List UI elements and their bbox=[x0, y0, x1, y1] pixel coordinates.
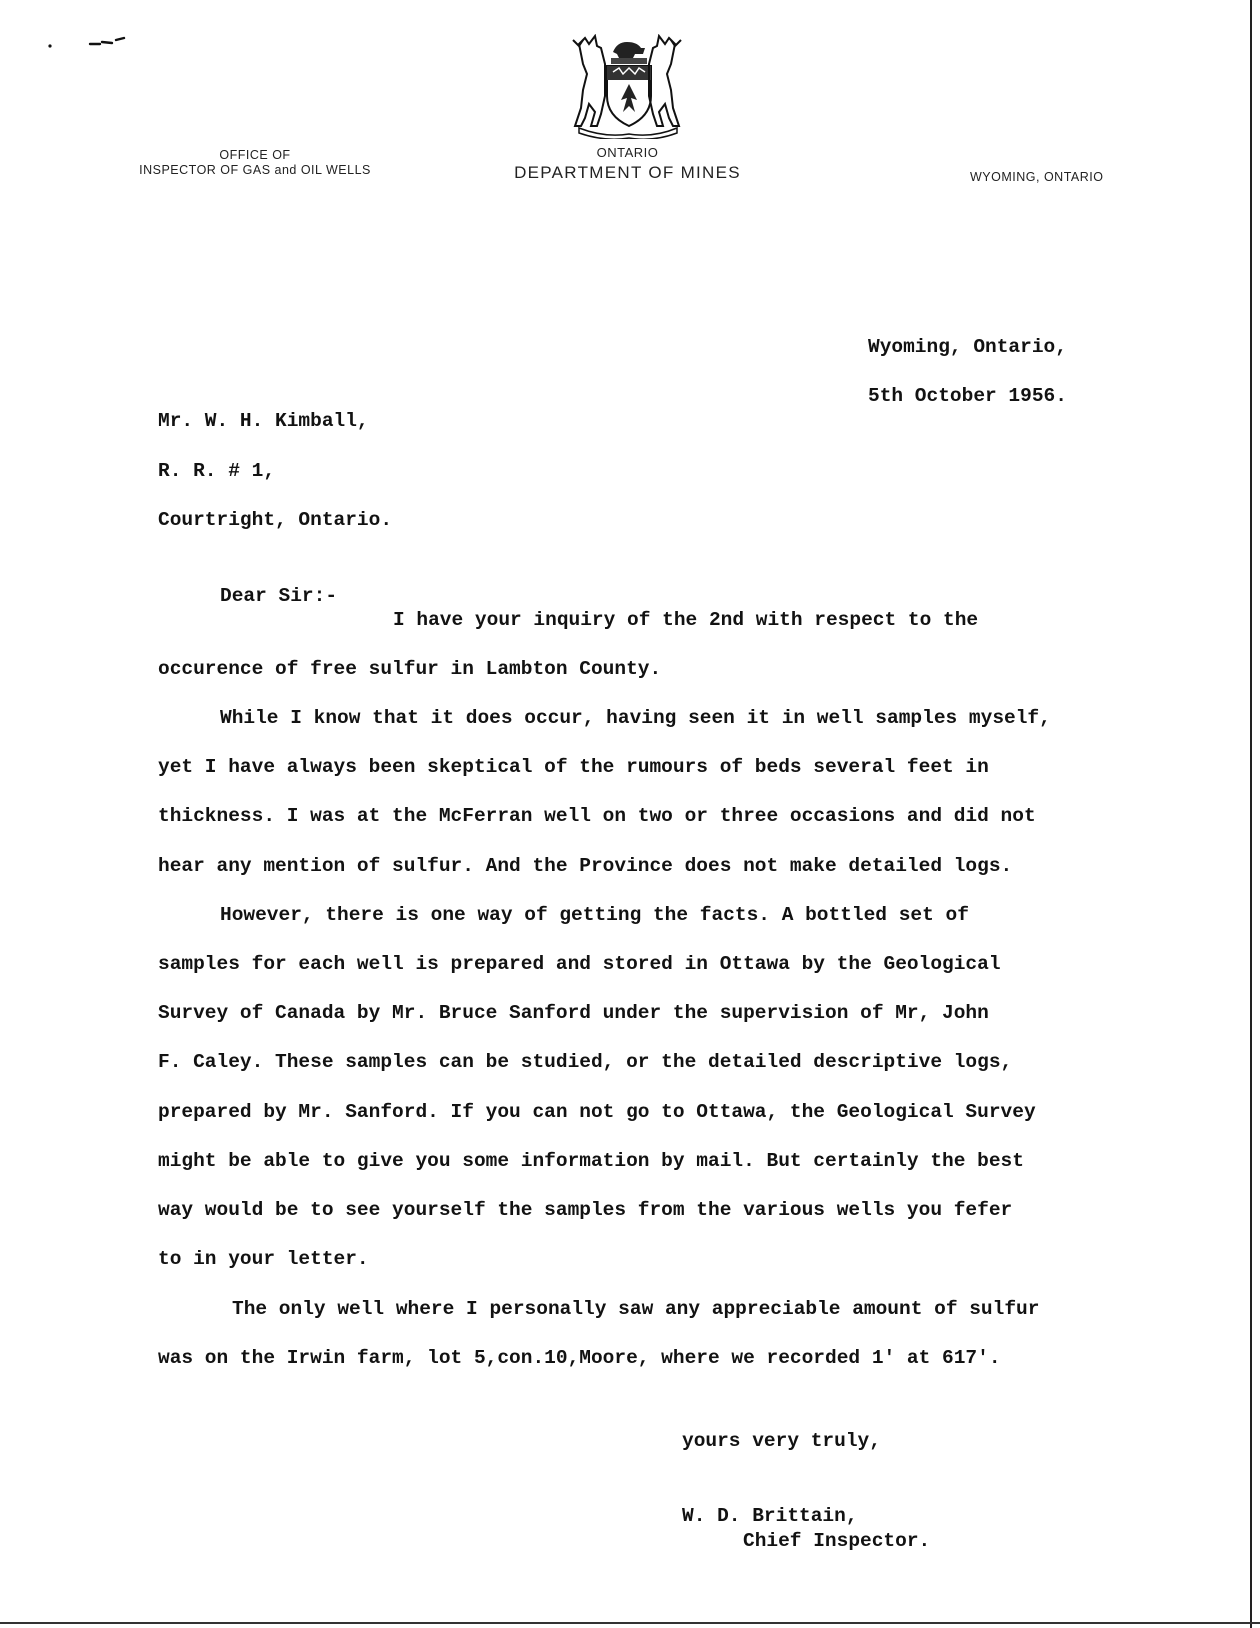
body-line: I have your inquiry of the 2nd with respect to the bbox=[393, 609, 979, 631]
body-line: was on the Irwin farm, lot 5,con.10,Moore, where we recorded 1' at 617'. bbox=[158, 1347, 1001, 1369]
department-heading bbox=[470, 143, 785, 183]
body-line: However, there is one way of getting the facts. A bottled set of bbox=[220, 904, 969, 926]
signer-title: Chief Inspector. bbox=[743, 1530, 931, 1552]
body-line: thickness. I was at the McFerran well on two or three occasions and did not bbox=[158, 805, 1036, 827]
body-line: F. Caley. These samples can be studied, or the detailed descriptive logs, bbox=[158, 1051, 1013, 1073]
coat-of-arms-icon bbox=[565, 34, 690, 139]
body-line: yet I have always been skeptical of the rumours of beds several feet in bbox=[158, 756, 989, 778]
body-line: might be able to give you some information by mail. But certainly the best bbox=[158, 1150, 1024, 1172]
salutation: Dear Sir:- bbox=[220, 585, 338, 607]
signer-name: W. D. Brittain, bbox=[682, 1505, 858, 1527]
body-line: Survey of Canada by Mr. Bruce Sanford under the supervision of Mr, John bbox=[158, 1002, 989, 1024]
body-line: occurence of free sulfur in Lambton County. bbox=[158, 658, 662, 680]
recipient-town: Courtright, Ontario. bbox=[158, 509, 393, 531]
office-heading bbox=[130, 148, 380, 178]
body-line: way would be to see yourself the samples from the various wells you fefer bbox=[158, 1199, 1013, 1221]
body-line: The only well where I personally saw any appreciable amount of sulfur bbox=[232, 1298, 1040, 1320]
body-line: samples for each well is prepared and stored in Ottawa by the Geological bbox=[158, 953, 1001, 975]
body-line: hear any mention of sulfur. And the Province does not make detailed logs. bbox=[158, 855, 1013, 877]
closing: yours very truly, bbox=[682, 1430, 881, 1452]
location-heading: WYOMING, ONTARIO bbox=[970, 170, 1104, 184]
body-line: prepared by Mr. Sanford. If you can not go to Ottawa, the Geological Survey bbox=[158, 1101, 1036, 1123]
body-line: to in your letter. bbox=[158, 1248, 369, 1270]
recipient-route: R. R. # 1, bbox=[158, 460, 276, 482]
letter-date: 5th October 1956. bbox=[868, 385, 1067, 407]
office-heading-line2: INSPECTOR OF GAS and OIL WELLS bbox=[139, 163, 371, 177]
department-heading-province: ONTARIO bbox=[596, 145, 659, 160]
page-right-edge bbox=[1250, 0, 1252, 1628]
letter-place: Wyoming, Ontario, bbox=[868, 336, 1067, 358]
recipient-name: Mr. W. H. Kimball, bbox=[158, 410, 369, 432]
scan-specks bbox=[30, 34, 130, 54]
page-bottom-edge bbox=[0, 1622, 1260, 1624]
department-heading-name: DEPARTMENT OF MINES bbox=[514, 163, 741, 182]
body-line: While I know that it does occur, having seen it in well samples myself, bbox=[220, 707, 1051, 729]
office-heading-line1: OFFICE OF bbox=[219, 148, 291, 162]
